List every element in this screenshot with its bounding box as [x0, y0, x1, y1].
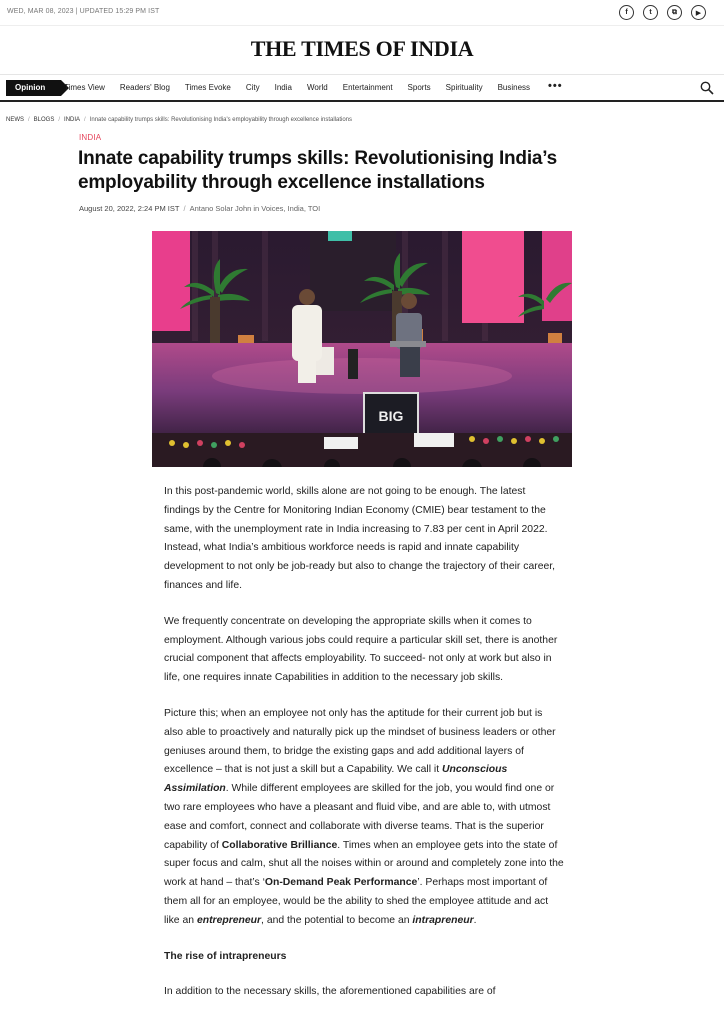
nav-item-entertainment[interactable]: Entertainment: [342, 83, 393, 92]
term-entrepreneur: entrepreneur: [196, 914, 262, 926]
nav-item-city[interactable]: City: [245, 83, 260, 92]
stage-photo: [152, 231, 572, 467]
paragraph-3: [164, 705, 564, 931]
search-icon[interactable]: [700, 81, 714, 95]
p3-text-5: , and the potential to become an: [261, 914, 413, 926]
paragraph-2: We frequently concentrate on developing the appropriate skills when it comes to employment. Although various jobs could require a particular skill set, there is another crucial component that affects employability. To succeed- not only at work but also in life, one requires innate Capabilities in addition to the necessary job skills.: [164, 615, 558, 684]
nav-item-india[interactable]: India: [274, 83, 292, 92]
nav-item-spirituality[interactable]: Spirituality: [445, 83, 483, 92]
breadcrumb-current: Innate capability trumps skills: Revolutionising India's employability through excellence installations: [89, 117, 352, 123]
nav-item-times-evoke[interactable]: Times Evoke: [184, 83, 231, 92]
nav-item-sports[interactable]: Sports: [407, 83, 431, 92]
rss-icon[interactable]: ⧉: [667, 5, 682, 20]
nav-item-business[interactable]: Business: [497, 83, 531, 92]
article-date: August 20, 2022, 2:24 PM IST: [79, 204, 180, 213]
breadcrumb-india[interactable]: INDIA: [64, 117, 81, 123]
nav-section-opinion[interactable]: Opinion: [6, 80, 61, 96]
breadcrumb-news[interactable]: NEWS: [6, 117, 24, 123]
breadcrumb-blogs[interactable]: BLOGS: [33, 117, 55, 123]
paragraph-4: In addition to the necessary skills, the aforementioned capabilities are of: [164, 986, 496, 998]
masthead: [0, 36, 724, 62]
p3-text-6: .: [473, 914, 477, 926]
p3-text-1: Picture this; when an employee not only has the aptitude for their current job but is also able to proactively and naturally pick up the mindset of business leaders or other geniuses around them, to bridge the existing gaps and add additional layers of excellence – that is not just a skill but a Capability. We call it: [164, 707, 556, 776]
nav-item-world[interactable]: World: [306, 83, 328, 92]
term-on-demand-peak-performance: On-Demand Peak Performance: [264, 877, 418, 889]
site-logo[interactable]: THE TIMES OF INDIA: [250, 36, 474, 61]
more-menu-icon[interactable]: •••: [548, 80, 563, 92]
dateline: WED, MAR 08, 2023 | UPDATED 15:29 PM IST: [7, 8, 160, 15]
p3-text-2: . While different employees are skilled for the job, you would find one or two rare employees who have a pleasant and fluid vibe, and are able to, with utmost ease and comfort, connect and collaborate with diverse teams. That is the superior capability of: [164, 783, 555, 851]
paragraph-1: In this post-pandemic world, skills alone are not going to be enough. The latest findings by the Centre for Monitoring Indian Economy (CMIE) bear testament to the same, with the unemployment rate in India increasing to 7.83 per cent in April 2022. Instead, what India’s ambitious workforce needs is rapid and innate capability development to not only be job-ready but also to change the trajectory of their career, finances and life.: [164, 486, 556, 591]
term-intrapreneur: intrapreneur: [412, 914, 474, 926]
article-author[interactable]: Antano Solar John in Voices, India, TOI: [189, 204, 321, 213]
nav-item-times-view[interactable]: Times View: [64, 83, 105, 92]
youtube-icon[interactable]: ▶: [691, 5, 706, 20]
main-nav: [0, 74, 724, 102]
nav-item-readers-blog[interactable]: Readers' Blog: [119, 83, 170, 92]
social-links: [619, 5, 706, 20]
facebook-icon[interactable]: f: [619, 5, 634, 20]
twitter-icon[interactable]: t: [643, 5, 658, 20]
article-category[interactable]: INDIA: [79, 133, 102, 142]
term-unconscious-assimilation: Unconscious Assimilation: [164, 764, 508, 795]
article-body: [164, 483, 564, 1019]
article-title: Innate capability trumps skills: Revolutionising India’s employability through excellence installations: [78, 148, 558, 193]
subheading-rise-of-intrapreneurs: The rise of intrapreneurs: [164, 950, 287, 962]
article-meta: August 20, 2022, 2:24 PM IST / Antano Solar John in Voices, India, TOI: [79, 204, 321, 213]
stage-sign-text: BIG: [378, 408, 404, 424]
breadcrumb: NEWS / BLOGS / INDIA / Innate capability trumps skills: Revolutionising India's employability through excellence installations: [6, 117, 352, 123]
p3-text-4: ’. Perhaps most important of them all for an employee, would be the ability to shed the employee attitude and act like an: [164, 877, 549, 926]
top-strip: [0, 0, 724, 26]
nav-items: [64, 83, 545, 92]
p3-text-3: . Times when an employee gets into the state of super focus and calm, shut all the noises within or around and completely zone into the work at hand – that’s ‘: [164, 839, 564, 889]
hero-image: [152, 231, 572, 467]
term-collaborative-brilliance: Collaborative Brilliance: [221, 839, 338, 851]
